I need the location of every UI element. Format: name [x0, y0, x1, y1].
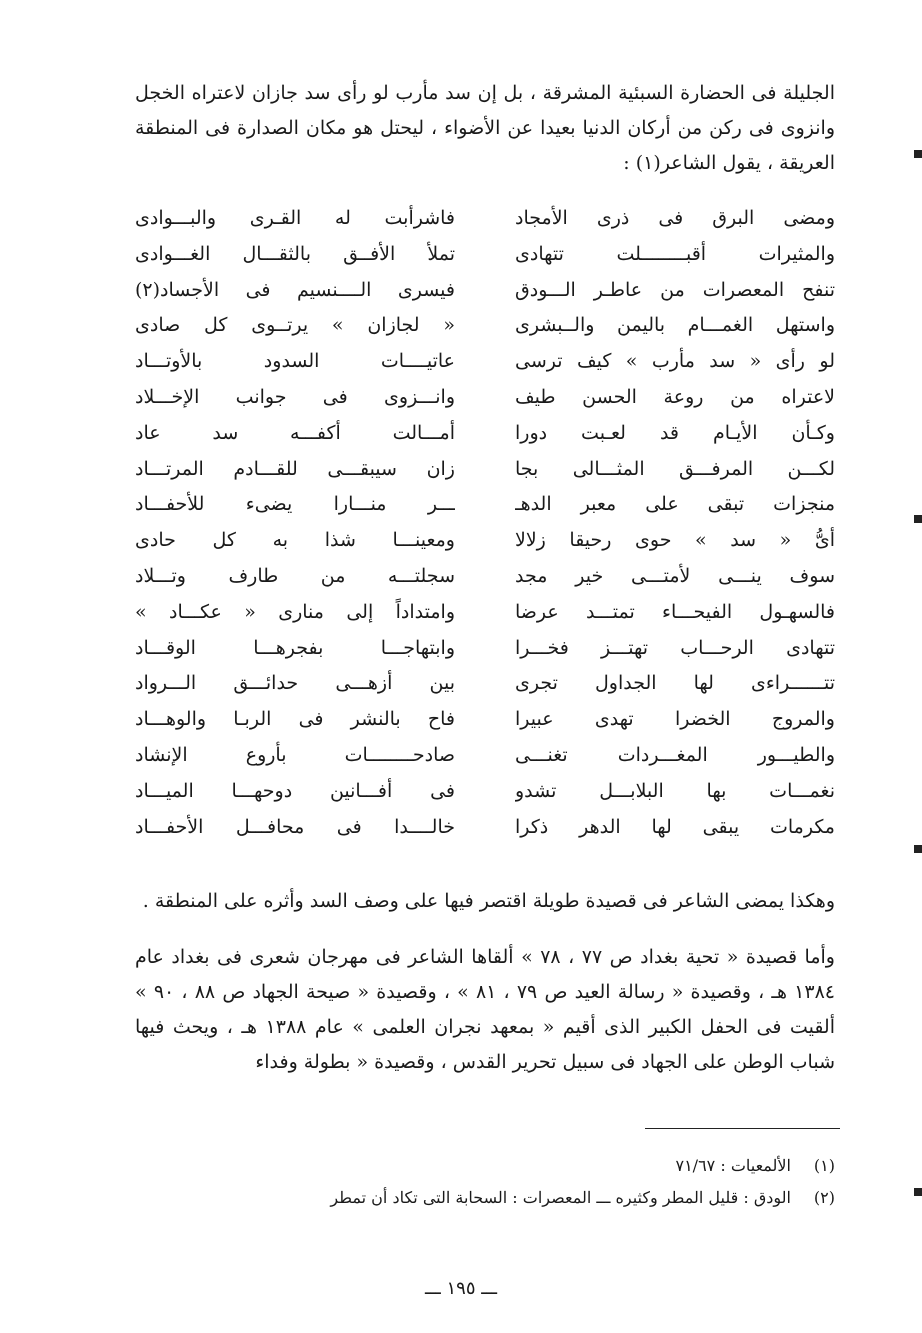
footnotes	[135, 1150, 835, 1214]
verse-second-hemistich: وابتهاجـــا بفجرهـــا الوقـــاد	[135, 636, 455, 659]
verse-first-hemistich: نغمـــات بها البلابـــل تشدو	[515, 779, 835, 802]
verse-first-hemistich: تنفح المعصرات من عاطـر الـــودق	[515, 278, 835, 301]
verse-first-hemistich: منجزات تبقى على معبر الدهـ	[515, 493, 835, 516]
verse-first-hemistich: تتهادى الرحـــاب تهتـــز فخـــرا	[515, 636, 835, 659]
poem-verse	[135, 236, 835, 272]
verse-first-hemistich: والطيـــور المغـــردات تغنـــى	[515, 744, 835, 766]
verse-second-hemistich: فى أفـــانين دوحهـــا الميـــاد	[135, 779, 455, 802]
poem-verse	[135, 200, 835, 236]
verse-second-hemistich: « لجازان » يرتــوى كل صادى	[135, 314, 455, 337]
poem	[135, 200, 835, 850]
poem-verse	[135, 701, 835, 737]
footnote	[135, 1182, 835, 1214]
poem-verse	[135, 307, 835, 343]
after-poem-paragraph: وهكذا يمضى الشاعر فى قصيدة طويلة اقتصر فيها على وصف السد وأثره على المنطقة .	[142, 890, 835, 912]
poem-verse	[135, 451, 835, 487]
footnote	[135, 1150, 835, 1182]
footnote-separator	[645, 1128, 840, 1129]
verse-second-hemistich: وامتداداً إلى منارى « عكـــاد »	[135, 600, 455, 623]
verse-first-hemistich: ومضى البرق فى ذرى الأمجاد	[515, 207, 835, 229]
footnote-text: الألمعيات : ٧١/٦٧	[675, 1156, 791, 1175]
poem-verse	[135, 343, 835, 379]
verse-second-hemistich: بين أزهـــى حدائـــق الـــرواد	[135, 672, 455, 695]
footnote-number: (١)	[813, 1156, 835, 1175]
next-paragraph: وأما قصيدة « تحية بغداد ص ٧٧ ، ٧٨ » ألقاها الشاعر فى مهرجان شعرى فى بغداد عام ١٣٨٤ هـ ، وقصيدة « رسالة العيد ص ٧٩ ، ٨١ » ، وقصيدة « صيحة الجهاد ص ٨٨ ، ٩٠ » ألقيت فى الحفل الكبير الذى أقيم « بمعهد نجران العلمى » عام ١٣٨٨ هـ ، ويحث فيها شباب الوطن على الجهاد فى سبيل تحرير القدس ، وقصيدة « بطولة وفداء	[135, 946, 835, 1073]
poem-verse	[135, 558, 835, 594]
verse-second-hemistich: وانـــزوى فى جوانب الإخـــلاد	[135, 386, 455, 408]
footnote-number: (٢)	[813, 1188, 835, 1207]
verse-second-hemistich: ـــر منـــارا يضىء للأحفـــاد	[135, 493, 455, 516]
verse-second-hemistich: زان سيبقـــى للقـــادم المرتـــاد	[135, 457, 455, 480]
margin-mark	[914, 150, 922, 158]
poem-verse	[135, 594, 835, 630]
margin-mark	[914, 1188, 922, 1196]
poem-verse	[135, 522, 835, 558]
poem-verse	[135, 415, 835, 451]
verse-second-hemistich: ومعينـــا شذا به كل حادى	[135, 529, 455, 552]
margin-mark	[914, 515, 922, 523]
poem-verse	[135, 773, 835, 809]
poem-verse	[135, 486, 835, 522]
verse-first-hemistich: فالسهـول الفيحـــاء تمتـــد عرضا	[515, 600, 835, 623]
page-number: ـــ ١٩٥ ـــ	[424, 1278, 498, 1299]
poem-verse	[135, 737, 835, 773]
verse-first-hemistich: مكرمات يبقى لها الدهر ذكرا	[515, 815, 835, 838]
verse-first-hemistich: أىُّ « سد » حوى رحيقا زلالا	[515, 529, 835, 552]
verse-second-hemistich: فاشرأبت له القـرى والبـــوادى	[135, 207, 455, 229]
verse-second-hemistich: تملأ الأفــق بالثقـــال الغـــوادى	[135, 242, 455, 265]
poem-verse	[135, 809, 835, 845]
verse-second-hemistich: فيسرى الــــنسيم فى الأجساد(٢)	[135, 278, 455, 301]
verse-second-hemistich: صادحــــــــات بأروع الإنشاد	[135, 744, 455, 766]
verse-first-hemistich: تتــــــراءى لها الجداول تجرى	[515, 672, 835, 695]
poem-verse	[135, 379, 835, 415]
verse-second-hemistich: أمـــالت أكفـــه سد عاد	[135, 421, 455, 444]
margin-mark	[914, 845, 922, 853]
verse-first-hemistich: وكـأن الأيـام قد لعـبت دورا	[515, 421, 835, 444]
verse-first-hemistich: لكـــن المرفـــق المثـــالى بجا	[515, 457, 835, 480]
verse-second-hemistich: فاح بالنشر فى الربـا والوهـــاد	[135, 708, 455, 731]
verse-first-hemistich: والمروج الخضرا تهدى عبيرا	[515, 708, 835, 731]
verse-first-hemistich: واستهل الغمـــام باليمن والــبشرى	[515, 314, 835, 337]
verse-first-hemistich: لو رأى « سد مأرب » كيف ترسى	[515, 350, 835, 373]
verse-second-hemistich: عاتيــــات السدود بالأوتـــاد	[135, 350, 455, 373]
verse-first-hemistich: سوف ينـــى لأمتـــى خير مجد	[515, 565, 835, 587]
footnote-text: الودق : قليل المطر وكثيره ـــ المعصرات : السحابة التى تكاد أن تمطر	[330, 1188, 791, 1207]
verse-first-hemistich: لاعتراه من روعة الحسن طيف	[515, 386, 835, 408]
verse-second-hemistich: خالــــدا فى محافـــل الأحفـــاد	[135, 815, 455, 838]
verse-first-hemistich: والمثيرات أقبــــــــلت تتهادى	[515, 242, 835, 265]
poem-verse	[135, 630, 835, 666]
poem-verse	[135, 272, 835, 308]
intro-paragraph: الجليلة فى الحضارة السبئية المشرقة ، بل إن سد مأرب لو رأى سد جازان لاعتراه الخجل وانزوى فى ركن من أركان الدنيا بعيدا عن الأضواء ، ليحتل هو مكان الصدارة فى المنطقة العريقة ، يقول الشاعر(١) :	[135, 82, 835, 174]
verse-second-hemistich: سجلتـــه من طارف وتـــلاد	[135, 565, 455, 587]
poem-verse	[135, 665, 835, 701]
